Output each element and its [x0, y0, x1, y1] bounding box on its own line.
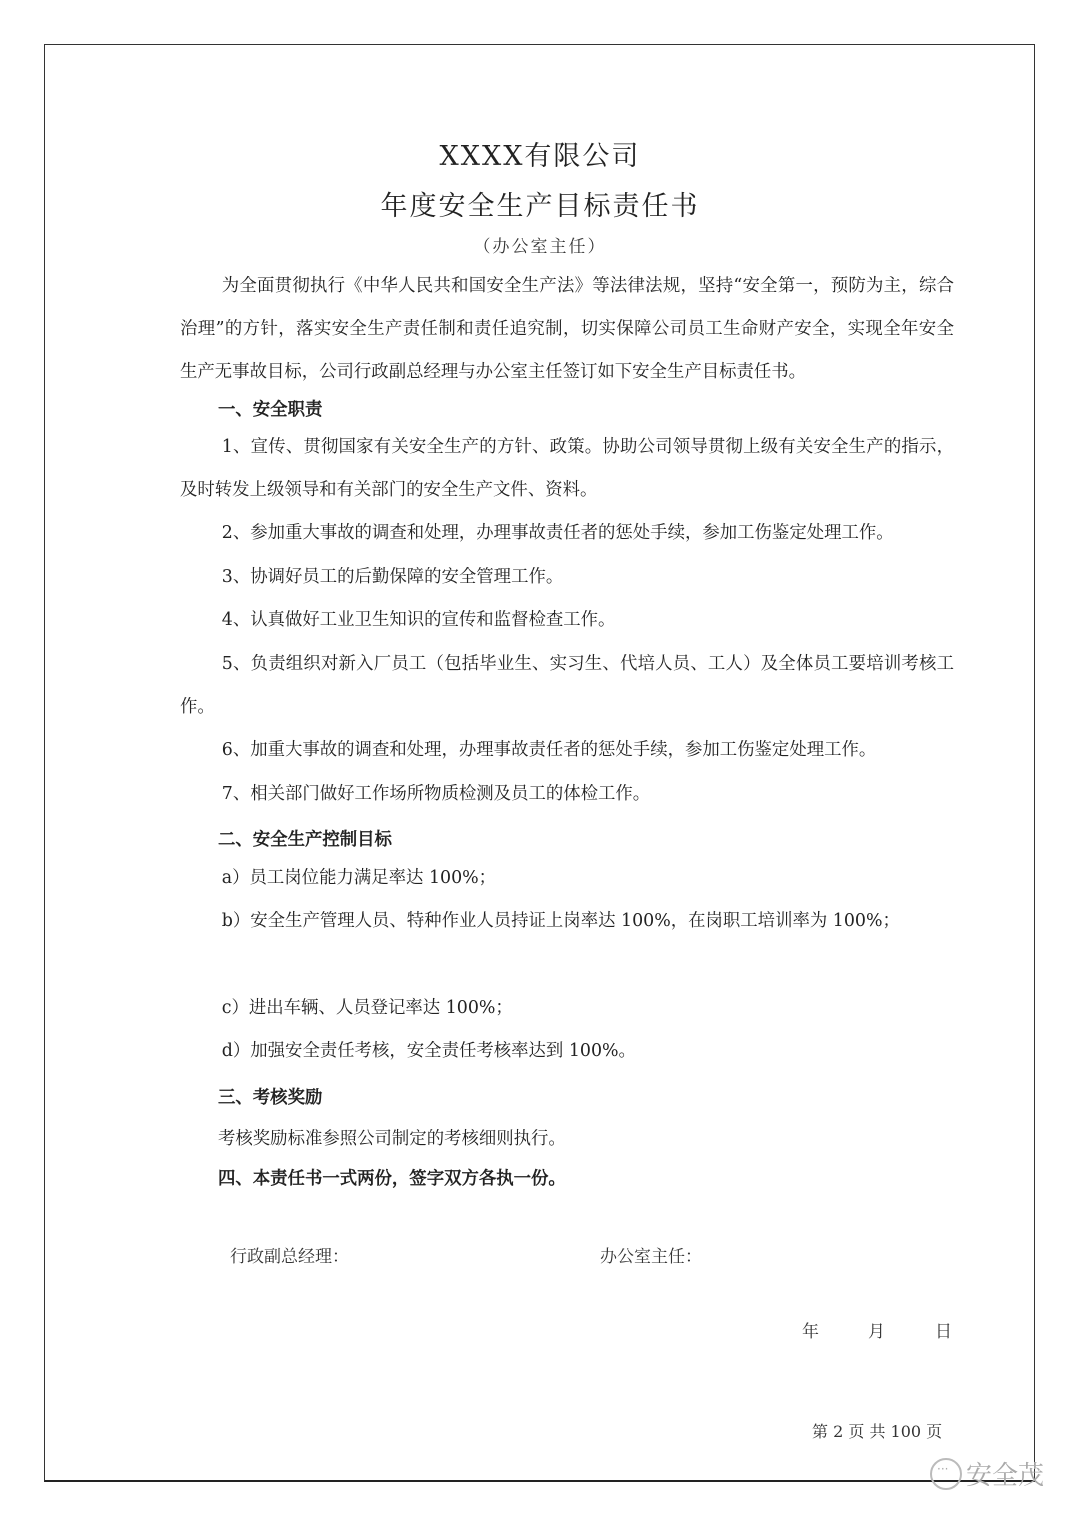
- target-item: b）安全生产管理人员、特种作业人员持证上岗率达 100%，在岗职工培训率为 100%；: [221, 911, 900, 931]
- duty-item: 7、相关部门做好工作场所物质检测及员工的体检工作。: [221, 784, 651, 804]
- target-item: d）加强安全责任考核，安全责任考核率达到 100%。: [221, 1041, 636, 1061]
- section3-text: 考核奖励标准参照公司制定的考核细则执行。: [218, 1129, 566, 1149]
- target-item: c）进出车辆、人员登记率达 100%；: [221, 998, 513, 1018]
- section1-heading: 一、安全职责: [218, 400, 323, 420]
- watermark-text: 安全茂: [966, 1461, 1045, 1491]
- signature-vice-gm: 行政副总经理：: [230, 1247, 349, 1267]
- duty-item: 5、负责组织对新入厂员工（包括毕业生、实习生、代培人员、工人）及全体员工要培训考核工作。: [180, 654, 954, 717]
- date-month: 月: [868, 1322, 885, 1342]
- signature-office-director: 办公室主任：: [600, 1247, 702, 1267]
- wechat-icon: [930, 1458, 962, 1490]
- section3-heading: 三、考核奖励: [218, 1088, 323, 1108]
- target-item: a）员工岗位能力满足率达 100%；: [221, 868, 497, 888]
- duty-item: 6、加重大事故的调查和处理，办理事故责任者的惩处手续，参加工伤鉴定处理工作。: [221, 740, 877, 760]
- intro-paragraph: 为全面贯彻执行《中华人民共和国安全生产法》等法律法规，坚持“安全第一，预防为主，综合治理”的方针，落实安全生产责任制和责任追究制，切实保障公司员工生命财产安全，实现全年安全生产无事故目标，公司行政副总经理与办公室主任签订如下安全生产目标责任书。: [180, 276, 954, 382]
- section4-heading: 四、本责任书一式两份，签字双方各执一份。: [218, 1169, 566, 1189]
- section2-heading: 二、安全生产控制目标: [218, 830, 392, 850]
- watermark: [930, 1455, 1044, 1492]
- duty-item: 3、协调好员工的后勤保障的安全管理工作。: [221, 567, 564, 587]
- duty-item: 1、宣传、贯彻国家有关安全生产的方针、政策。协助公司领导贯彻上级有关安全生产的指示，及时转发上级领导和有关部门的安全生产文件、资料。: [180, 437, 954, 500]
- duty-item: 2、参加重大事故的调查和处理，办理事故责任者的惩处手续，参加工伤鉴定处理工作。: [221, 523, 894, 543]
- document-subtitle: （办公室主任）: [473, 237, 607, 257]
- document-title: 年度安全生产目标责任书: [380, 191, 700, 222]
- date-year: 年: [802, 1322, 819, 1342]
- date-day: 日: [935, 1322, 952, 1342]
- page-number: 第 2 页 共 100 页: [812, 1422, 943, 1441]
- duty-item: 4、认真做好工业卫生知识的宣传和监督检查工作。: [221, 610, 616, 630]
- company-name: XXXX有限公司: [439, 141, 641, 172]
